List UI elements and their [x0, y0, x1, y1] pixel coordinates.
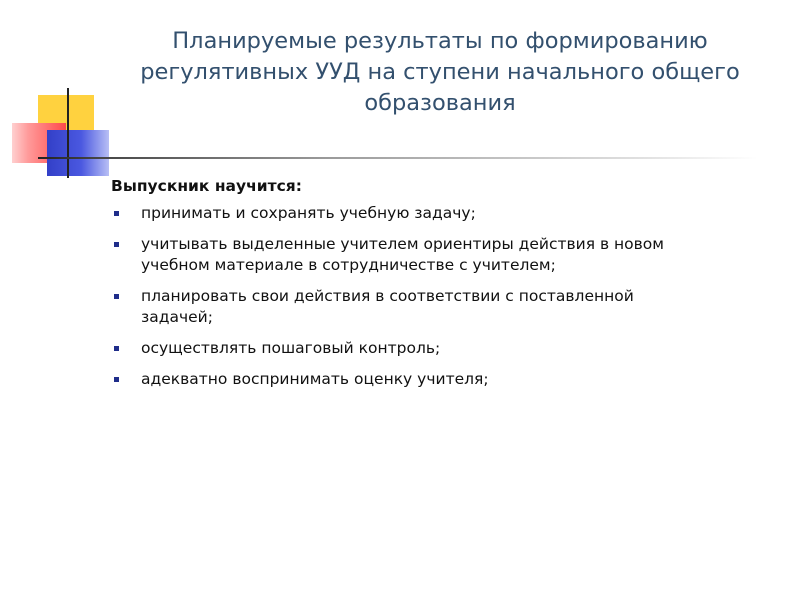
square-bullet-icon [114, 294, 119, 299]
blue-square [47, 130, 109, 176]
list-item-text: учитывать выделенные учителем ориентиры действия в новом учебном материале в сотрудничестве с учителем; [141, 235, 664, 274]
list-item [111, 286, 711, 328]
list-item [111, 234, 711, 276]
outcomes-list [111, 203, 711, 390]
square-bullet-icon [114, 242, 119, 247]
list-item-text: осуществлять пошаговый контроль; [141, 339, 441, 357]
list-item-text: адекватно воспринимать оценку учителя; [141, 370, 489, 388]
list-item-text: планировать свои действия в соответствии с поставленной задачей; [141, 287, 634, 326]
vertical-rule [67, 88, 69, 178]
list-heading: Выпускник научится: [111, 177, 302, 195]
list-item [111, 203, 711, 224]
list-item [111, 369, 711, 390]
horizontal-rule [38, 157, 758, 159]
slide-content [111, 176, 711, 400]
square-bullet-icon [114, 377, 119, 382]
square-bullet-icon [114, 346, 119, 351]
square-bullet-icon [114, 211, 119, 216]
slide-title: Планируемые результаты по формированию регулятивных УУД на ступени начального общего образования [140, 28, 740, 116]
list-item-text: принимать и сохранять учебную задачу; [141, 204, 476, 222]
list-item [111, 338, 711, 359]
